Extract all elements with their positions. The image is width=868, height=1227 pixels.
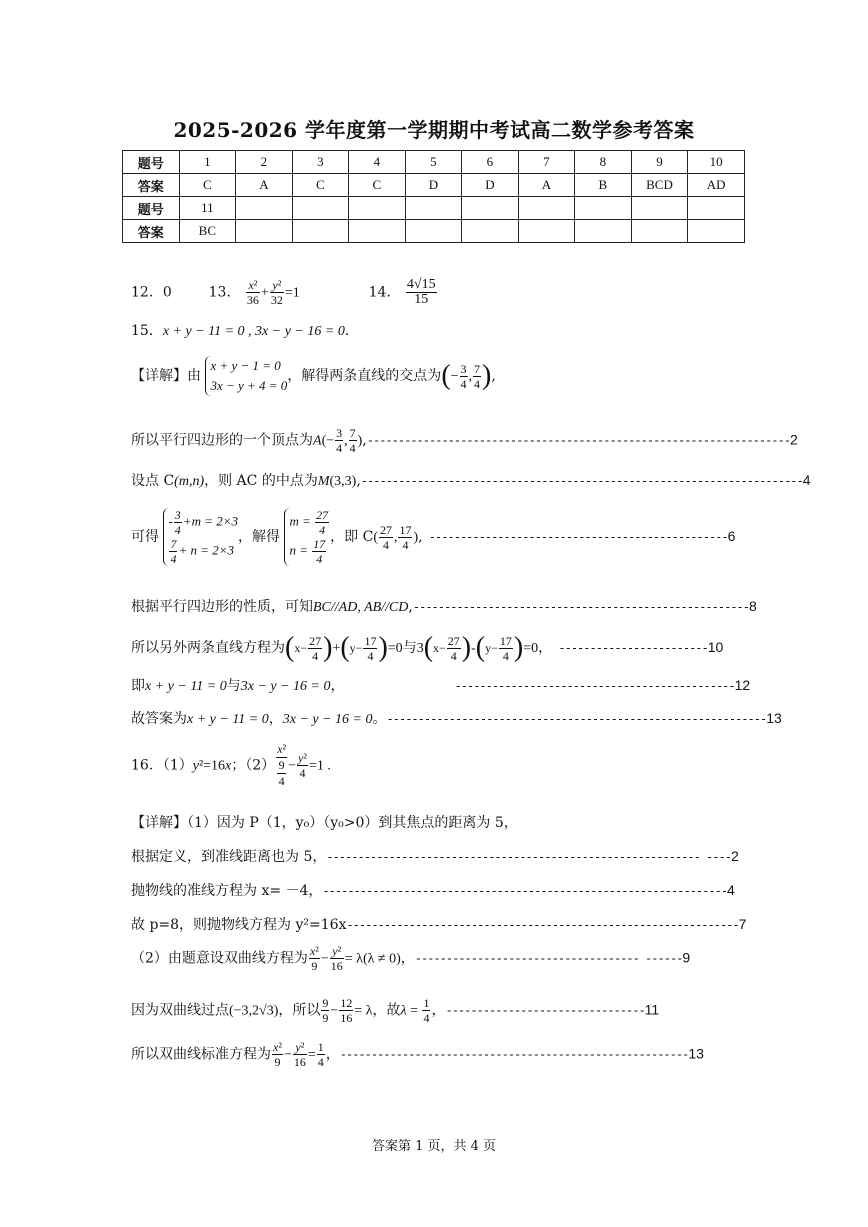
answer-16-label: 16．（1） [131,757,193,774]
formula: $\frac{\text{x²}}{9}$ [309,944,319,973]
text: ，故 [372,1002,401,1019]
table-cell [688,220,745,243]
score-point: 13 [688,1045,704,1062]
table-cell: 7 [518,151,575,174]
score-point: 7 [738,916,747,932]
text: ，所以 [278,1002,321,1019]
table-cell: 9 [631,151,688,174]
text: 所以另外两条直线方程为 [131,640,285,656]
table-cell: 5 [405,151,462,174]
score-point: 2 [730,848,739,864]
table-cell [575,197,632,220]
score-point: 4 [802,472,811,488]
table-cell [349,220,406,243]
score-point: 9 [682,949,691,966]
formula: $\frac{\text{x²}}{36}$ [246,278,259,307]
formula: $\frac{\text{y²}}{4}$ [298,751,307,780]
formula: $\frac{3}{4}$ [460,361,467,391]
formula: $\frac{\text{y²}}{16}$ [330,944,343,973]
equation-system: - $\frac{3}{4}$ +m = 2×3 $\frac{7}{4}$ + n = 2×3 [163,508,238,566]
formula: $\frac{\text{y²}}{32}$ [270,278,283,307]
detail-label: 【详解】 [131,815,187,831]
formula: $\frac{7}{4}$ [474,361,481,391]
table-cell [518,220,575,243]
equation-system: x + y − 1 = 0 3x − y + 4 = 0 [205,356,287,396]
table-cell: A [236,174,293,197]
solution-15-line5: 根据平行四边形的性质，可知BC//AD, AB//CD,------------------------------------------------------8 [131,598,757,615]
text: 由 [187,368,201,384]
text: 因为双曲线过点 [131,1002,229,1019]
table-cell [405,197,462,220]
formula: $\frac{3}{4}$ [336,426,343,455]
score-point: 2 [790,431,798,448]
score-point: 10 [707,639,724,655]
table-cell: D [462,174,519,197]
text: （2）由题意设双曲线方程为 [131,950,308,967]
table-cell: A [518,174,575,197]
formula: $\frac{\text{x²}}{9}$ [273,1040,282,1069]
text: 与 [402,640,417,656]
formula: $\frac{17}{4}$ [399,522,412,552]
score-point: 6 [727,528,736,544]
solution-15-line7: 即x + y − 11 = 0与3x − y − 16 = 0， ---------------------------------------------12 [131,677,751,694]
answer-15-label: 15． [131,323,163,339]
answer-table [122,150,745,243]
formula: $\frac{1}{4}$ [317,1040,324,1069]
answer-13-label: 13． [208,284,241,301]
table-cell [631,197,688,220]
table-cell [518,197,575,220]
solution-16-line2: 根据定义，到准线距离也为 5，------------------------------------------------------------ ----2 [131,848,739,865]
table-row [123,174,745,197]
table-cell: AD [688,174,745,197]
solution-16-line1 [131,812,518,832]
detail-label: 【详解】 [131,368,187,384]
text: 根据平行四边形的性质，可知 [131,599,313,615]
solution-16-line4: 故 p=8，则抛物线方程为 y²=16x---------------------------------------------------------------7 [131,916,747,933]
table-row [123,151,745,174]
text: 与 [226,678,241,694]
table-cell [688,197,745,220]
solution-15-line8: 故答案为x + y − 11 = 0，3x − y − 16 = 0。-------------------------------------------------------------13 [131,710,782,727]
page-title: 2025-2026 学年度第一学期期中考试高二数学参考答案 [173,118,695,142]
text: 故答案为 [131,711,187,727]
table-row [123,197,745,220]
table-cell: 4 [349,151,406,174]
formula: x² 9 4 [277,742,287,788]
table-cell: BC [179,220,236,243]
table-cell: BCD [631,174,688,197]
table-cell [462,220,519,243]
table-cell: C [349,174,406,197]
table-cell: 6 [462,151,519,174]
table-cell [575,220,632,243]
text: ，则 AC 的中点为 [204,473,318,489]
table-cell: 11 [179,197,236,220]
text: 根据定义，到准线距离也为 5， [131,849,327,865]
formula: $\frac{27}{4}$ [379,522,392,552]
table-cell: 2 [236,151,293,174]
table-header: 答案 [123,220,180,243]
solution-16-line6: 因为双曲线过点(−3,2√3)，所以 $\frac{9}{9}$ − $\frac{12}{16}$ = λ，故λ = $\frac{1}{4}$ ，--------------------------------11 [131,996,660,1025]
score-point: 13 [766,710,782,726]
table-cell [462,197,519,220]
table-cell: D [405,174,462,197]
table-cell [236,197,293,220]
text: 故 p=8，则抛物线方程为 y²=16x [131,917,347,933]
table-header: 题号 [123,151,180,174]
table-cell [631,220,688,243]
table-cell: 3 [292,151,349,174]
table-cell: 1 [179,151,236,174]
formula: $\frac{1}{4}$ [423,996,430,1025]
answer-15: 15．x + y − 11 = 0 , 3x − y − 16 = 0. [131,323,350,339]
table-cell [292,220,349,243]
solution-15-line3: 设点 C(m,n)，则 AC 的中点为M(3,3),-----------------------------------------------------------------------4 [131,472,811,489]
table-header: 题号 [123,197,180,220]
text: （1）因为 P（1，y₀）（y₀>0）到其焦点的距离为 5， [187,815,518,831]
table-cell: 8 [575,151,632,174]
text: ，解得两条直线的交点为 [287,368,442,384]
formula: $\frac{9}{9}$ [322,996,329,1025]
score-point: 11 [644,1001,660,1018]
text: ，解得 [238,529,281,545]
score-point: 8 [749,598,757,614]
page-footer: 答案第 1 页，共 4 页 [371,1139,497,1154]
text: 所以双曲线标准方程为 [131,1046,271,1063]
text: 所以平行四边形的一个顶点为 [131,432,313,449]
table-row [123,220,745,243]
table-cell: C [292,174,349,197]
answers-12-14: 12．0 13． $\frac{\text{x²}}{36}$ + $\frac{\text{y²}}{32}$ =1 14． $\frac{4√15}{15}$ [131,277,436,307]
solution-16-line7: 所以双曲线标准方程为 $\frac{\text{x²}}{9}$ − $\frac{\text{y²}}{16}$ = $\frac{1}{4}$ ，--------------------------------------------------------13 [131,1040,704,1069]
solution-15-line6: 所以另外两条直线方程为(x− $\frac{27}{4}$ )+(y− $\frac{17}{4}$ )=0与3(x− $\frac{27}{4}$ )-(y− $\frac{17}{4}$ )=0， ------------------------10 [131,632,724,663]
text: 可得 [131,529,159,545]
answer-14-label: 14． [368,284,401,301]
formula: $\frac{7}{4}$ [349,426,356,455]
solution-16-line3: 抛物线的准线方程为 x= －4，-----------------------------------------------------------------4 [131,882,735,899]
table-cell: 10 [688,151,745,174]
table-cell [236,220,293,243]
table-cell [405,220,462,243]
answer-12: 12．0 [131,284,172,301]
score-point: 12 [734,677,751,693]
table-cell: B [575,174,632,197]
text: ；（2） [231,757,276,774]
text: ，即 C [330,529,374,545]
score-point: 4 [727,882,735,898]
table-header: 答案 [123,174,180,197]
solution-15-line4: 可得 - $\frac{3}{4}$ +m = 2×3 $\frac{7}{4}$ + n = 2×3，解得 m = $\frac{27}{4}$ n = $\frac{17}{4}$ ，即 C( $\frac{27}{4}$ , $\frac{17}{4}$ ), ------------------------------------------------6 [131,508,736,566]
solution-16-line5: （2）由题意设双曲线方程为 $\frac{\text{x²}}{9}$ − $\frac{\text{y²}}{16}$ = λ(λ ≠ 0)，------------------------------------ ------9 [131,944,691,973]
equation-system: m = $\frac{27}{4}$ n = $\frac{17}{4}$ [284,508,330,566]
answer-16: 16．（1）y²=16x；（2） x² 9 4 − $\frac{\text{y²}}{4}$ =1 . [131,742,331,788]
table-cell [292,197,349,220]
solution-15-line1: 【详解】由 x + y − 1 = 0 3x − y + 4 = 0，解得两条直线的交点为(− $\frac{3}{4}$ , $\frac{7}{4}$ ), [131,356,496,396]
solution-15-line2: 所以平行四边形的一个顶点为A(− $\frac{3}{4}$ , $\frac{7}{4}$ ),--------------------------------------------------------------------2 [131,426,798,455]
text: 设点 C [131,473,175,489]
text: 抛物线的准线方程为 x= －4， [131,883,323,899]
table-cell [349,197,406,220]
formula: $\frac{12}{16}$ [340,996,353,1025]
text: 即 [131,678,145,694]
table-cell: C [179,174,236,197]
answer-15-value: x + y − 11 = 0 , 3x − y − 16 = 0 [162,324,345,339]
formula: $\frac{\text{y²}}{16}$ [293,1040,306,1069]
formula: $\frac{4√15}{15}$ [406,277,436,307]
